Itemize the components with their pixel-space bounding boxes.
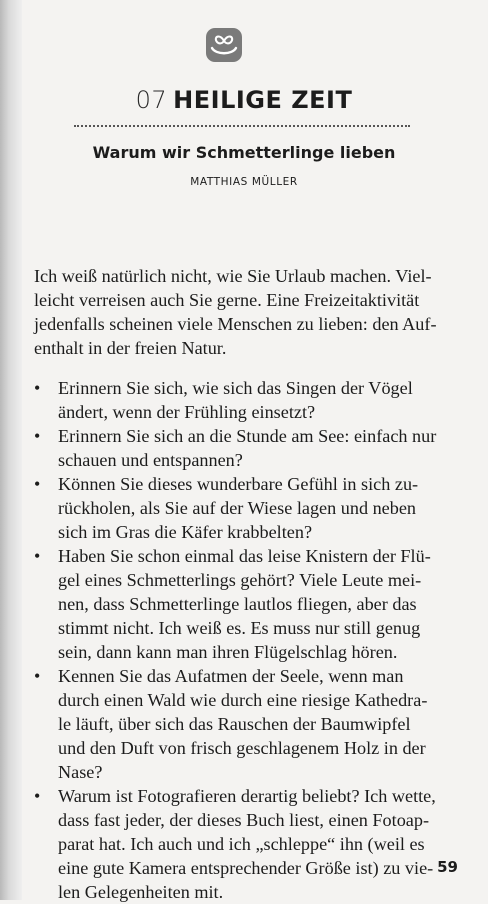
bullet-dot: •: [34, 546, 41, 566]
intro-paragraph: [34, 264, 464, 360]
paragraph-line: Ich weiß natürlich nicht, wie Sie Urlaub machen. Viel-: [34, 266, 432, 286]
chapter-author: MATTHIAS MÜLLER: [190, 176, 298, 188]
list-item-line: stimmt nicht. Ich weiß es. Es muss nur still genug: [58, 618, 421, 638]
list-item-line: nen, dass Schmetterlinge lautlos fliegen, aber das: [58, 594, 417, 614]
list-item-line: sein, dann kann man ihren Flügelschlag hören.: [58, 642, 398, 662]
paragraph-line: jedenfalls scheinen viele Menschen zu lieben: den Auf-: [34, 314, 437, 334]
list-item: [34, 376, 464, 424]
paragraph-line: enthalt in der freien Natur.: [34, 338, 227, 358]
list-item: [34, 784, 464, 904]
list-item: [34, 664, 464, 784]
chapter-name: HEILIGE ZEIT: [173, 86, 353, 114]
list-item-line: Warum ist Fotografieren derartig beliebt? Ich wette,: [58, 786, 436, 806]
list-item-line: Kennen Sie das Aufatmen der Seele, wenn man: [58, 666, 404, 686]
paragraph-line: leicht verreisen auch Sie gerne. Eine Freizeitaktivität: [34, 290, 420, 310]
list-item-line: len Gelegenheiten mit.: [58, 882, 224, 902]
list-item-line: schauen und entspannen?: [58, 450, 243, 470]
list-item-line: Nase?: [58, 762, 103, 782]
list-item: [34, 544, 464, 664]
list-item-line: eine gute Kamera entsprechender Größe ist) zu vie-: [58, 858, 434, 878]
hands-heart-icon: [206, 28, 242, 62]
bullet-dot: •: [34, 426, 41, 446]
list-item-line: le läuft, über sich das Rauschen der Baumwipfel: [58, 714, 411, 734]
bullet-dot: •: [34, 786, 41, 806]
chapter-subtitle: Warum wir Schmetterlinge lieben: [92, 143, 396, 162]
bullet-dot: •: [34, 474, 41, 494]
dotted-divider: [74, 125, 410, 127]
list-item-line: Erinnern Sie sich, wie sich das Singen der Vögel: [58, 378, 413, 398]
list-item-line: Können Sie dieses wunderbare Gefühl in sich zu-: [58, 474, 419, 494]
list-item: [34, 424, 464, 472]
list-item-line: rückholen, als Sie auf der Wiese lagen und neben: [58, 498, 417, 518]
list-item-line: Erinnern Sie sich an die Stunde am See: einfach nur: [58, 426, 437, 446]
list-item-line: parat hat. Ich auch und ich „schleppe“ ihn (weil es: [58, 834, 425, 854]
list-item-line: ändert, wenn der Frühling einsetzt?: [58, 402, 316, 422]
page-number: 59: [437, 858, 458, 876]
chapter-title: [0, 86, 488, 114]
list-item-line: durch einen Wald wie durch eine riesige Kathedra-: [58, 690, 428, 710]
bullet-list: [34, 376, 464, 904]
list-item-line: gel eines Schmetterlings gehört? Viele Leute mei-: [58, 570, 422, 590]
bullet-dot: •: [34, 666, 41, 686]
book-spine-shadow: [0, 0, 22, 900]
list-item-line: und den Duft von frisch geschlagenem Holz in der: [58, 738, 426, 758]
list-item-line: dass fast jeder, der dieses Buch liest, einen Fotoap-: [58, 810, 430, 830]
chapter-number: 07: [135, 86, 168, 114]
list-item-line: Haben Sie schon einmal das leise Knistern der Flü-: [58, 546, 431, 566]
list-item: [34, 472, 464, 544]
list-item-line: sich im Gras die Käfer krabbelten?: [58, 522, 313, 542]
bullet-dot: •: [34, 378, 41, 398]
